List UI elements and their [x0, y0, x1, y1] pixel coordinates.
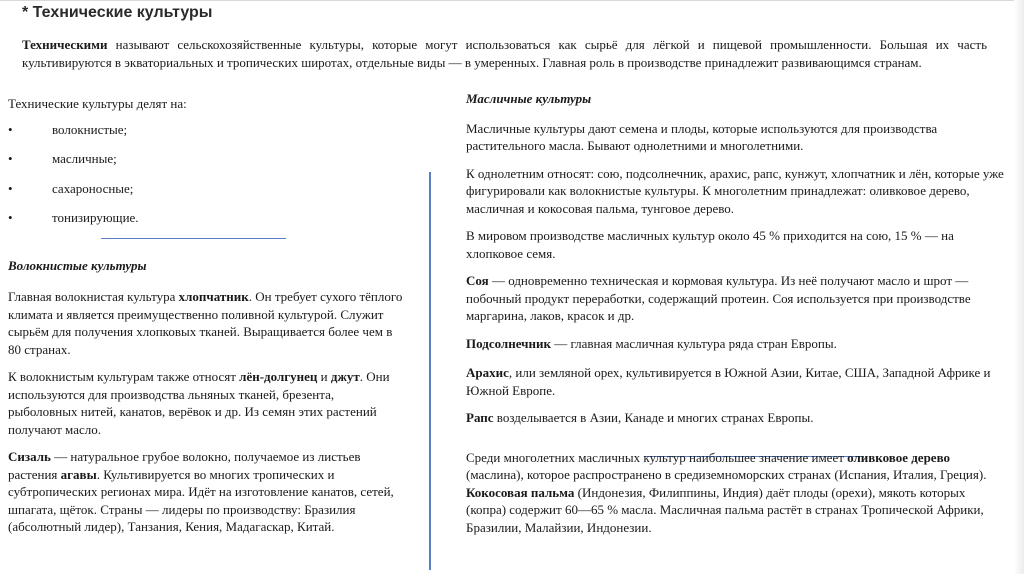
left-column — [8, 95, 403, 546]
text-run: К волокнистым культурам также относят — [8, 369, 240, 384]
text-run: — главная масличная культура ряда стран Европы. — [550, 335, 837, 351]
oil-heading: Масличные культуры — [466, 91, 592, 106]
list-item-label: волокнистые; — [52, 121, 128, 137]
text-run: и — [317, 369, 331, 384]
bullet-icon: • — [8, 151, 13, 166]
intro-term: Техническими — [22, 37, 108, 52]
underline-annotation — [101, 238, 286, 239]
oil-intro-paragraph: Масличные культуры дают семена и плоды, которые используются для производства растительного масла. Бывают однолетними и многолетними. — [466, 120, 938, 153]
sisal-paragraph — [8, 448, 403, 536]
soy-paragraph — [466, 272, 1006, 325]
term-cotton: хлопчатник — [178, 289, 249, 304]
term-rapeseed: Рапс — [466, 410, 494, 425]
right-column — [466, 90, 1006, 546]
term-sisal: Сизаль — [8, 449, 51, 464]
annual-paragraph: К однолетним относят: сою, подсолнечник, арахис, рапс, кунжут, хлопчатник и лён, которые уже фигурировали как волокнистые культуры. К многолетним принадлежат: оливковое дерево, масличная и кокосовая пальма, тунговое дерево. — [466, 165, 1004, 216]
term-jute: джут — [330, 369, 360, 384]
bullet-icon: • — [8, 180, 13, 196]
fiber-heading: Волокнистые культуры — [8, 257, 147, 273]
text-run: (Индонезия, Филиппины, Индия) даёт плоды (орехи), мякоть которых (копра) содержит 60—65 % масла. Масличная пальма растёт в странах Тропической Африки, Бразилии, Малайзии, Индонезии. — [466, 484, 984, 535]
sunflower-paragraph — [466, 335, 1006, 353]
top-border — [0, 0, 1024, 1]
list-item-label: сахароносные; — [52, 180, 134, 196]
text-run: , или земляной орех, культивируется в Южной Азии, Китае, США, Западной Африке и Южной Европе. — [466, 365, 991, 398]
list-item — [8, 180, 403, 210]
text-run: . Он требует сухого тёплого климата и является преимущественно поливной культурой. Служит сырьём для получения хлопковых тканей. Выращивается более чем в 80 странах. — [8, 289, 403, 357]
text-run: возделывается в Азии, Канаде и многих странах Европы. — [493, 410, 814, 425]
term-sunflower: Подсолнечник — [466, 335, 551, 351]
text-run: Главная волокнистая культура — [8, 289, 179, 304]
text-run: (маслина), которое распространено в средиземноморских странах (Испания, Италия, Греция). — [466, 467, 987, 482]
vertical-annotation-line — [429, 172, 431, 570]
text-run: . Они используются для производства льняных тканей, брезента, рыболовных нитей, канатов, верёвок и др. Из семян этих растений получают масло. — [8, 369, 390, 437]
classification-list — [8, 121, 403, 239]
list-item — [8, 209, 403, 239]
text-run: — натуральное грубое волокно, получаемое из листьев растения — [8, 449, 361, 482]
text-run: . Культивируется во многих тропических и субтропических регионах мира. Идёт на изготовление канатов, сетей, шпагата, щёток. Страны — лидеры по производству: Бразилия (абсолютный лидер), Танзания, Кения, Мадагаскар, Китай. — [8, 466, 394, 534]
peanut-paragraph — [466, 364, 1006, 399]
intro-paragraph — [22, 36, 987, 72]
term-olive: оливковое дерево — [847, 449, 950, 465]
text-run: — одновременно техническая и кормовая культура. Из неё получают масло и шрот — побочный продукт переработки, содержащий протеин. Соя используется при производстве маргарина, лаков, красок и др. — [466, 273, 971, 323]
term-peanut: Арахис — [466, 365, 509, 380]
list-item — [8, 121, 403, 151]
bullet-icon: • — [8, 210, 13, 225]
list-item-label: масличные; — [52, 151, 117, 166]
list-item — [8, 150, 403, 180]
flax-jute-paragraph — [8, 368, 403, 438]
term-flax: лён-долгунец — [239, 369, 318, 384]
intro-text: называют сельскохозяйственные культуры, которые могут использоваться как сырьё для лёгкой и пищевой промышленности. Большая их часть культивируются в экваториальных и тропических широтах, отдельные виды — в умеренных. Главная роль в производстве принадлежит развивающимся странам. — [22, 37, 987, 70]
bullet-icon: • — [8, 121, 13, 137]
term-coconut: Кокосовая пальма — [466, 484, 575, 500]
list-item-label: тонизирующие. — [52, 210, 139, 225]
term-agave: агавы — [60, 466, 97, 482]
page-title: * Технические культуры — [22, 4, 213, 21]
production-paragraph: В мировом производстве масличных культур около 45 % приходится на сою, 15 % — на хлопковое семя. — [466, 228, 954, 261]
rapeseed-paragraph — [466, 409, 1006, 427]
text-run: Среди многолетних масличных культур наибольшее значение имеет — [466, 449, 848, 465]
cotton-paragraph — [8, 288, 403, 358]
page-edge-shadow — [1014, 0, 1024, 574]
classification-lead: Технические культуры делят на: — [8, 96, 187, 111]
term-soy: Соя — [466, 273, 489, 288]
perennial-paragraph — [466, 449, 1006, 537]
